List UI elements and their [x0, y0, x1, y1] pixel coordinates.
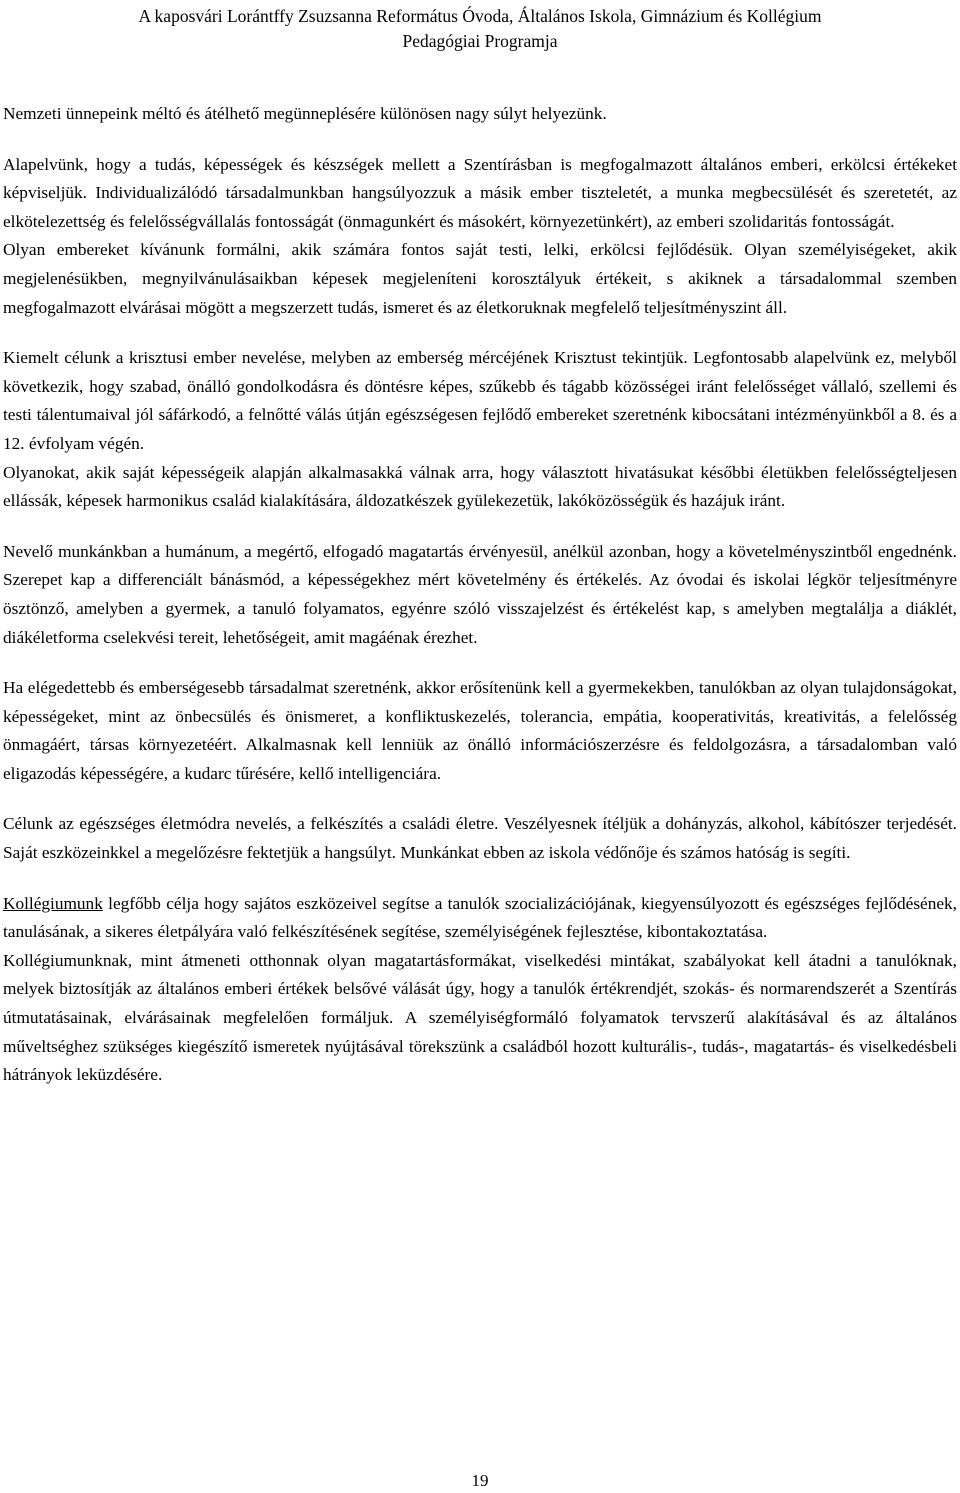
paragraph-national-holidays: Nemzeti ünnepeink méltó és átélhető megünneplésére különösen nagy súlyt helyezünk.	[3, 104, 607, 123]
paragraph-vocation: Olyanokat, akik saját képességeik alapján alkalmasakká válnak arra, hogy választott hivatásukat későbbi életükben felelősségteljesen ellássák, képesek harmonikus család kialakítására, áldozatkészek gyülekezetük, lakóközösségük és hazájuk iránt.	[3, 462, 957, 511]
dormitory-heading-word: Kollégiumunk	[3, 893, 103, 913]
dormitory-goal-text: legfőbb célja hogy sajátos eszközeivel segítse a tanulók szocializációjának, kiegyensúlyozott és egészséges fejlődésének, tanulásának, a sikeres életpályára való felkészítésének segítése, személyiségének fejlesztése, kibontakoztatása.	[3, 893, 957, 942]
page-number: 19	[471, 1471, 489, 1490]
paragraph-healthy-lifestyle: Célunk az egészséges életmódra nevelés, a felkészítés a családi életre. Veszélyesnek ítéljük a dohányzás, alkohol, kábítószer terjedését. Saját eszközeinkkel a megelőzésre fektetjük a hangsúlyt. Munkánkat ebben az iskola védőnője és számos hatóság is segíti.	[3, 814, 957, 863]
paragraph-main-goal: Kiemelt célunk a krisztusi ember nevelése, melyben az emberség mércéjének Krisztust tekintjük. Legfontosabb alapelvünk ez, melyből következik, hogy szabad, önálló gondolkodásra és döntésre képes, szűkebb és tágabb közösségei iránt felelősséget vállaló, szellemi és testi tálentumaival jól sáfárkodó, a felnőtté válás útján egészségesen fejlődő embereket szeretnénk kibocsátani intézményünkből a 8. és a 12. évfolyam végén.	[3, 348, 957, 453]
body-text	[3, 100, 957, 1090]
header-institution-name: A kaposvári Lorántffy Zsuzsanna Református Óvoda, Általános Iskola, Gimnázium és Kollégium	[138, 6, 822, 26]
paragraph-people-we-form: Olyan embereket kívánunk formálni, akik számára fontos saját testi, lelki, erkölcsi fejlődésük. Olyan személyiségeket, akik megjelenésükben, megnyilvánulásaikban képesek megjeleníteni korosztályuk értékeit, s akiknek a társadalommal szemben megfogalmazott elvárásai mögött a megszerzett tudás, ismeret és az életkoruknak megfelelő teljesítményszint áll.	[3, 240, 957, 317]
header-document-title: Pedagógiai Programja	[402, 31, 558, 51]
paragraph-dormitory-goal	[3, 890, 957, 947]
paragraph-society: Ha elégedettebb és emberségesebb társadalmat szeretnénk, akkor erősítenünk kell a gyermekekben, tanulókban az olyan tulajdonságokat, képességeket, mint az önbecsülés és önismeret, a konfliktuskezelés, tolerancia, empátia, kooperativitás, kreativitás, a felelősség önmagáért, társas környezetéért. Alkalmasnak kell lenniük az önálló információszerzésre és feldolgozásra, a társadalomban való eligazodás képességére, a kudarc tűrésére, kellő intelligenciára.	[3, 678, 957, 783]
paragraph-dormitory-values: Kollégiumunknak, mint átmeneti otthonnak olyan magatartásformákat, viselkedési mintákat, szabályokat kell átadni a tanulóknak, melyek biztosítják az általános emberi értékek belsővé válását úgy, hogy a tanulók értékrendjét, szokás- és normarendszerét a Szentírás útmutatásainak, elvárásainak megfelelően formáljuk. A személyiségformáló folyamatok tervszerű alakításával és az általános műveltséghez szükséges kiegészítő ismeretek nyújtásával törekszünk a családból hozott kulturális-, tudás-, magatartás- és viselkedésbeli hátrányok leküzdésére.	[3, 950, 957, 1085]
page-header	[0, 4, 960, 54]
paragraph-educational-work: Nevelő munkánkban a humánum, a megértő, elfogadó magatartás érvényesül, anélkül azonban, hogy a követelményszintből engednénk. Szerepet kap a differenciált bánásmód, a képességekhez mért követelmény és értékelés. Az óvodai és iskolai légkör teljesítményre ösztönző, amelyben a gyermek, a tanuló folyamatos, egyénre szóló visszajelzést és értékelést kap, s amelyben megtalálja a diáklét, diákéletforma cselekvési tereit, lehetőségeit, amit magáénak érezhet.	[3, 541, 957, 647]
paragraph-principles: Alapelvünk, hogy a tudás, képességek és készségek mellett a Szentírásban is megfogalmazott általános emberi, erkölcsi értékeket képviseljük. Individualizálódó társadalmunkban hangsúlyozzuk a másik ember tiszteletét, a munka megbecsülését és szeretetét, az elkötelezettség és felelősségvállalás fontosságát (önmagunkért és másokért, környezetünkért), az emberi szolidaritás fontosságát.	[3, 154, 957, 231]
